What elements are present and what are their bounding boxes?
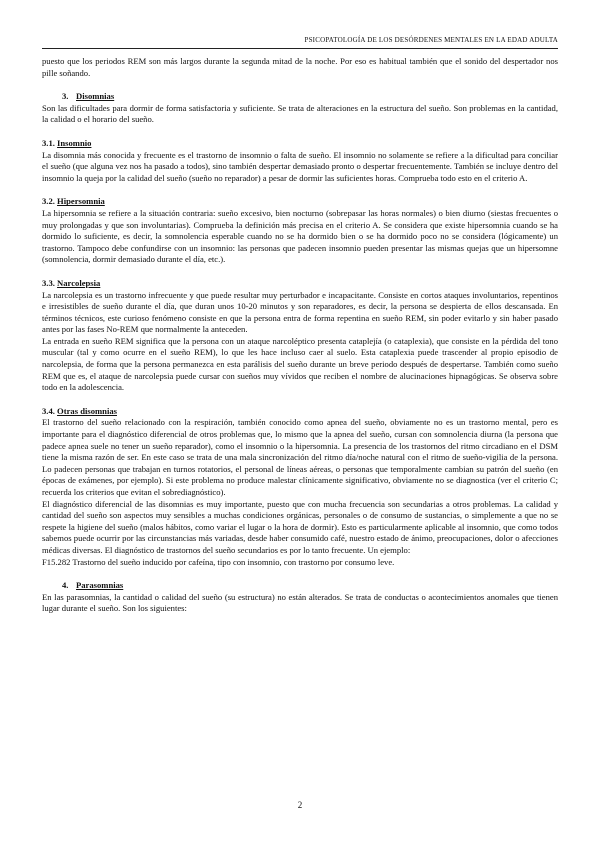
diagnostic-example: F15.282 Trastorno del sueño inducido por cafeína, tipo con insomnio, con trastorno por consumo leve.: [42, 556, 395, 567]
subsection-number: 3.1.: [42, 137, 55, 148]
subsection-title: Otras disomnias: [57, 405, 117, 416]
subsection-heading-insomnio: [42, 138, 558, 150]
subsection-number: 3.2.: [42, 196, 55, 207]
subsection-title: Narcolepsia: [57, 277, 101, 288]
insomnio-paragraph: La disomnia más conocida y frecuente es el trastorno de insomnio o falta de sueño. El insomnio no solamente se refiere a la dificultad para conciliar el sueño (que alguna vez nos ha pasado a todos), sino también despertar demasiado pronto o despertar frecuentemente. También se incluye dentro del insomnio la queja por la calidad del sueño (sueño no reparador) a pesar de dormir las suficientes horas. Comprueba todo esto en el criterio A.: [42, 149, 558, 183]
page-number: 2: [297, 800, 303, 810]
subsection-title: Insomnio: [57, 137, 92, 148]
hipersomnia-paragraph: La hipersomnia se refiere a la situación contraria: sueño excesivo, bien nocturno (sobrepasar las horas normales) o bien diurno (siestas frecuentes o muy prolongadas y que son involuntarias). Comprueba la definición más precisa en el criterio A. Se considera que existe hipersomnia cuando se ha dormido lo suficiente, es decir, la somnolencia esperable cuando no se ha dormido bien o se ha dormido poco no se considera (lógicamente) un trastorno. Tampoco debe confundirse con un insomnio: las personas que padecen insomnio pueden presentar las mismas quejas que un hipersomne (somnolencia, dormir demasiado durante el día, etc.).: [42, 207, 558, 265]
subsection-heading-hipersomnia: [42, 196, 558, 208]
section-number: 3.: [62, 91, 69, 102]
section-heading-disomnias: [42, 91, 558, 103]
subsection-heading-otras-disomnias: [42, 406, 558, 418]
otras-disomnias-paragraph: El trastorno del sueño relacionado con la respiración, también conocido como apnea del sueño, obviamente no es un trastorno mental, pero es importante para el diagnóstico diferencial de otros problemas que, lo mismo que la apnea del sueño, cursan con somnolencia diurna (la persona que padece apnea suele no tener un sueño reparador), como el insomnio o la hipersomnia. La presencia de los trastornos del ritmo circadiano en el DSM tiene la misma razón de ser. En este caso se trata de una mala sincronización del ritmo día/noche natural con el ritmo de sueño-vigilia de la persona. Lo padecen personas que trabajan en turnos rotatorios, el personal de líneas aéreas, o personas que temporalmente cambian su patrón del sueño (en épocas de exámenes, por ejemplo). Si este problema no produce malestar clínicamente significativo, obviamente no se diagnostica (ver el criterio C; recuerda los criterios que evitan el sobrediagnóstico).: [42, 417, 558, 497]
section-heading-parasomnias: [42, 580, 558, 592]
subsection-number: 3.3.: [42, 277, 55, 288]
narcolepsia-paragraph: La entrada en sueño REM significa que la persona con un ataque narcoléptico presenta cataplejía (o cataplexia), que consiste en la pérdida del tono muscular (tal y como ocurre en el sueño REM), lo que les hace incluso caer al suelo. Esta cataplexia puede trascender al propio episodio de narcolepsia, de forma que la persona permanezca en esta parálisis del sueño durante un breve periodo después de despertarse. También como sueño REM que es, el ataque de narcolepsia puede cursar con sueños muy vívidos que reciben el nombre de alucinaciones hipnagógicas. Se observa sobre todo en la adolescencia.: [42, 335, 558, 393]
narcolepsia-paragraph: La narcolepsia es un trastorno infrecuente y que puede resultar muy perturbador e incapacitante. Consiste en cortos ataques involuntarios, repentinos e irresistibles de sueño durante el día, que duran unos 10-20 minutos y son reparadores, es decir, la persona se despierta de ellos descansada. En términos técnicos, este curioso fenómeno consiste en que la persona entra de forma repentina en sueño REM, sin poder evitarlo y sin haber pasado antes por las fases No-REM que normalmente la anteceden.: [42, 289, 558, 335]
intro-paragraph: puesto que los periodos REM son más largos durante la segunda mitad de la noche. Por eso es habitual también que el sonido del despertador nos pille soñando.: [42, 56, 558, 78]
subsection-heading-narcolepsia: [42, 278, 558, 290]
section-title: Parasomnias: [76, 580, 124, 591]
disomnias-paragraph: Son las dificultades para dormir de forma satisfactoria y suficiente. Se trata de alteraciones en la estructura del sueño. Son problemas en la cantidad, la calidad o el horario del sueño.: [42, 102, 558, 125]
subsection-number: 3.4.: [42, 405, 55, 416]
parasomnias-paragraph: En las parasomnias, la cantidad o calidad del sueño (su estructura) no están alterados. Se trata de conductas o acontecimientos anomales que tienen lugar durante el sueño. Son los siguientes:: [42, 591, 558, 614]
subsection-title: Hipersomnia: [57, 196, 105, 207]
page-content: [42, 56, 558, 615]
running-header: PSICOPATOLOGÍA DE LOS DESÓRDENES MENTALES EN LA EDAD ADULTA: [304, 36, 558, 44]
section-number: 4.: [62, 580, 69, 591]
otras-disomnias-paragraph: El diagnóstico diferencial de las disomnias es muy importante, puesto que con mucha frecuencia son secundarias a otros problemas. La calidad y cantidad del sueño son aspectos muy sensibles a muchas condiciones orgánicas, personales o de consumo de sustancias, o simplemente a que no se respete la higiene del sueño (malos hábitos, como variar el lugar o la hora de dormir). Esto es particularmente aplicable al insomnio, que como todos sabemos puede ocurrir por las circunstancias más variadas, desde haber consumido café, nuestro estado de ánimo, preocupaciones, dolor o afecciones médicas diversas. El diagnóstico de trastornos del sueño secundarios es por lo tanto frecuente. Un ejemplo:: [42, 498, 558, 555]
section-title: Disomnias: [76, 91, 115, 102]
header-rule: [42, 48, 558, 49]
